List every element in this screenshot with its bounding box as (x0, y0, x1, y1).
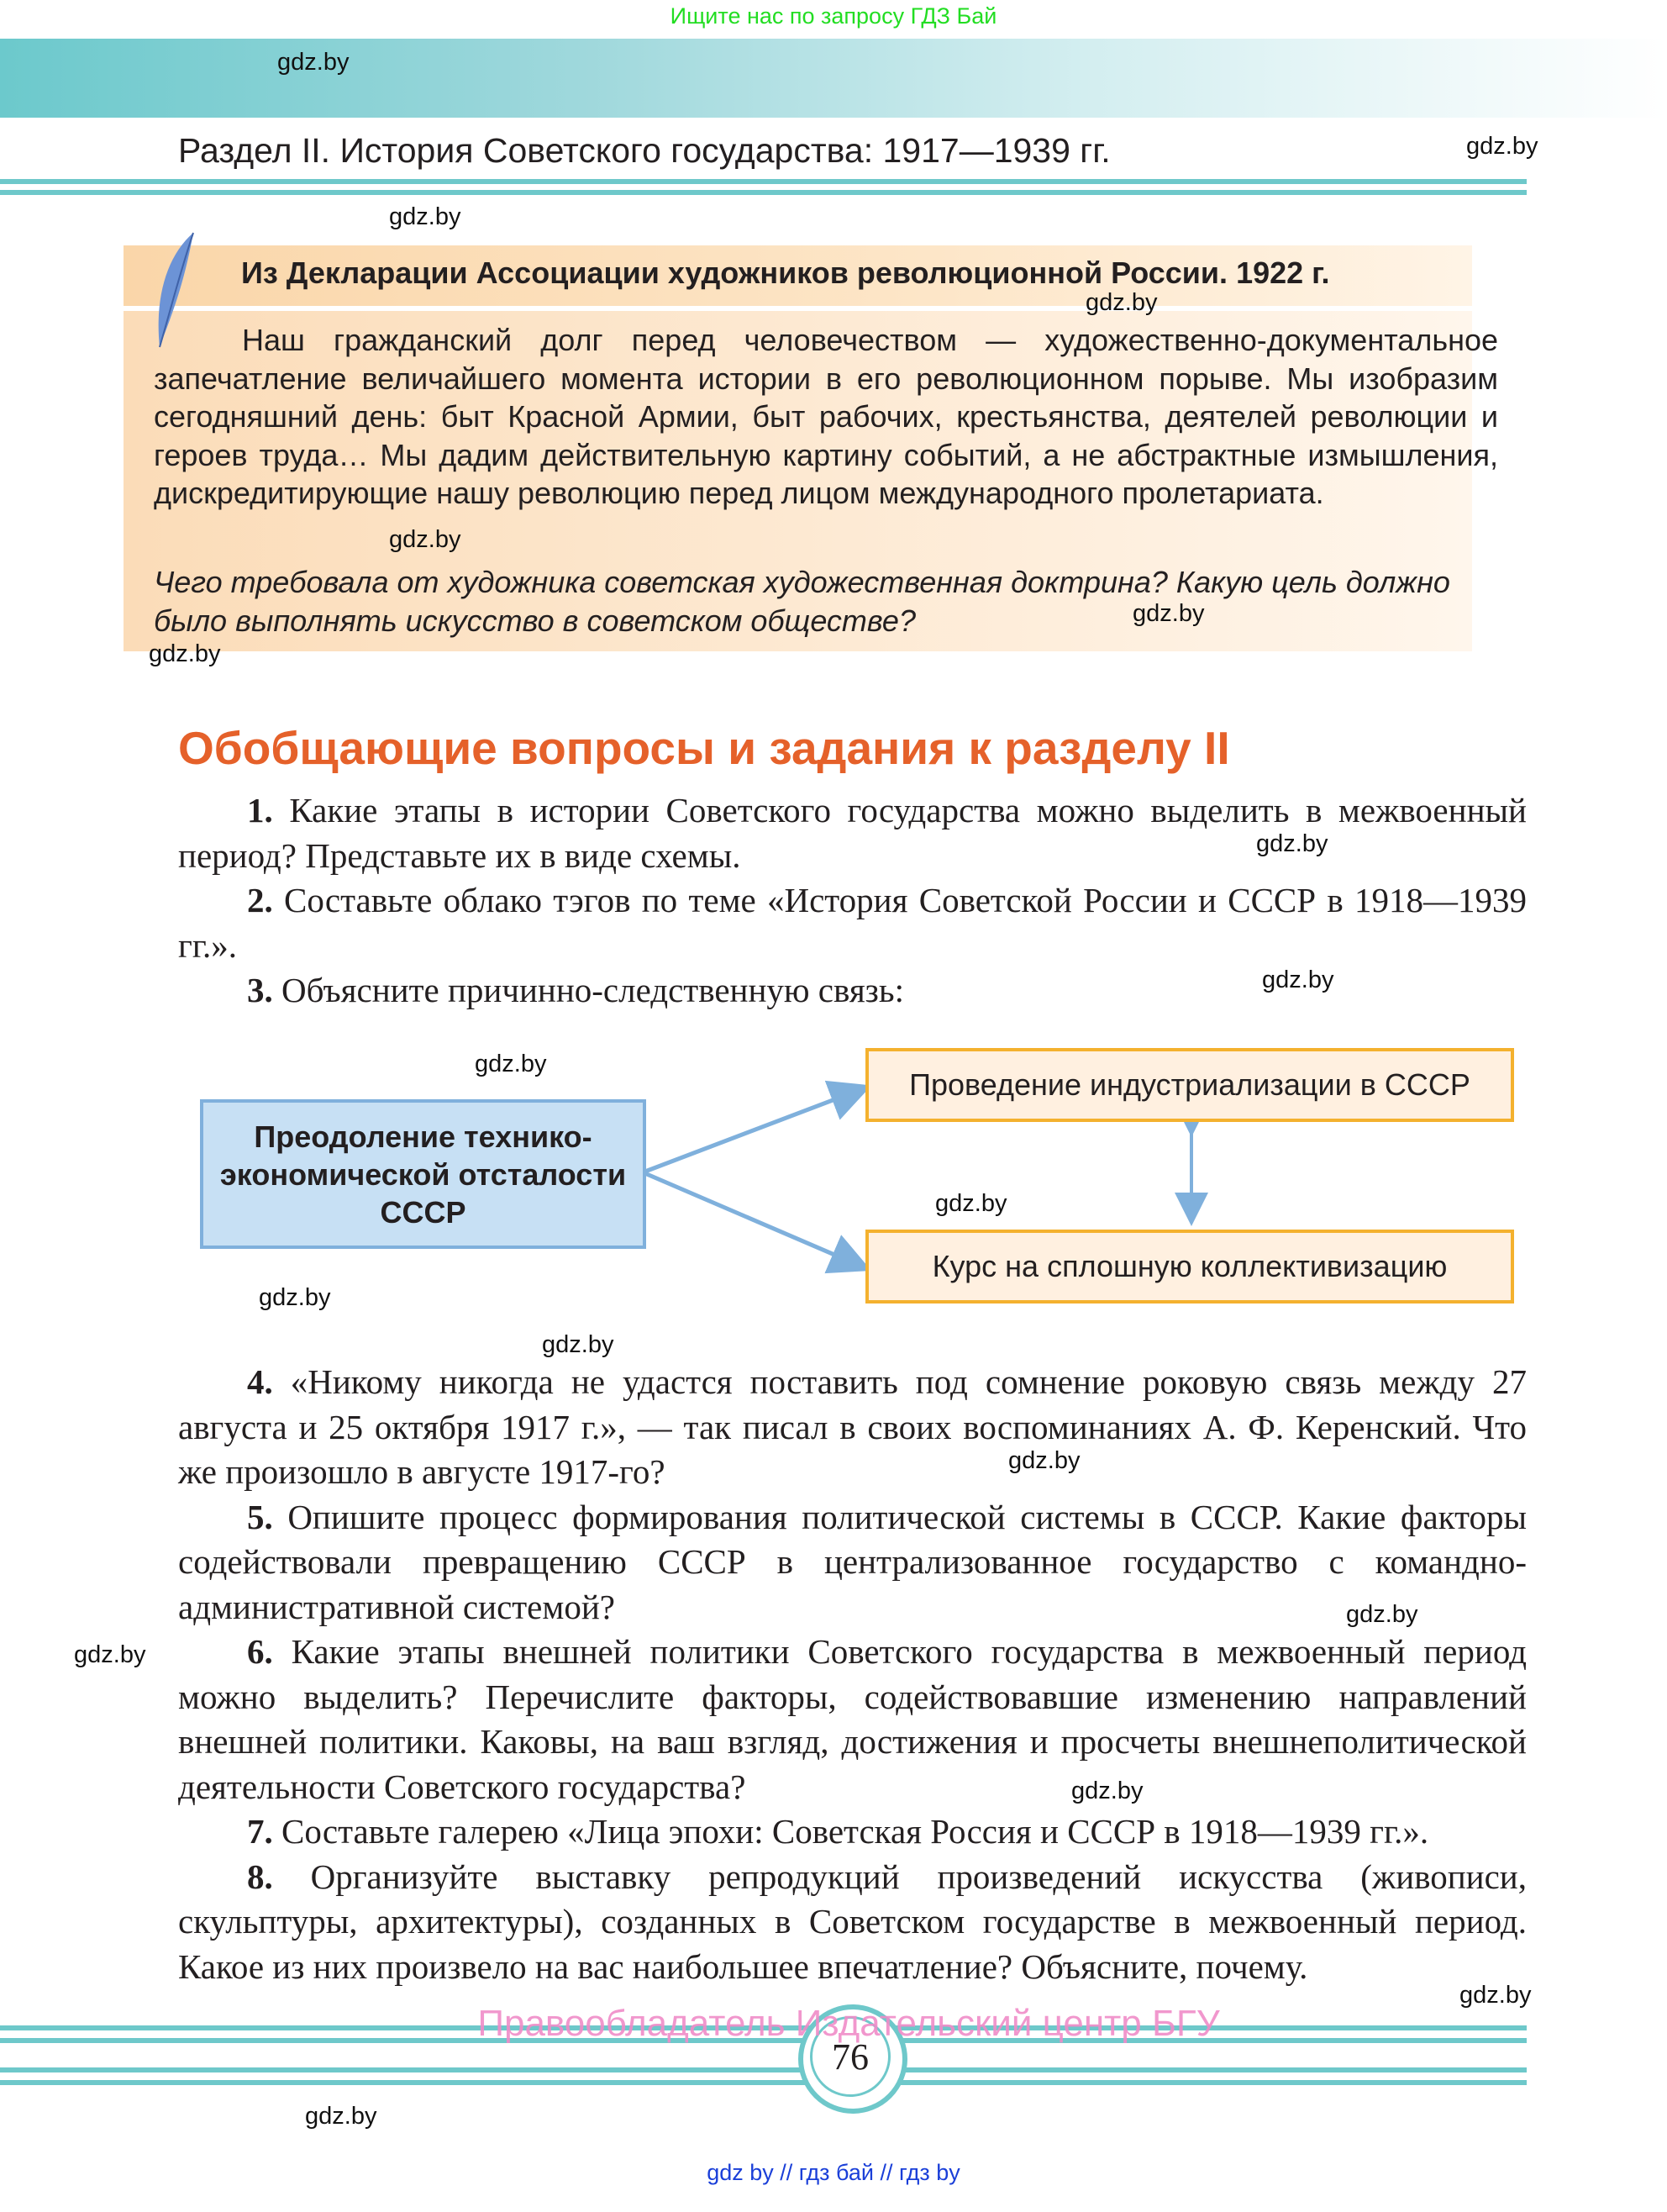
watermark: gdz.by (277, 49, 350, 76)
copyright-watermark: Правообладатель Издательский центр БГУ (477, 2003, 1220, 2044)
questions-list-part2 (178, 1360, 1527, 1989)
watermark: gdz.by (475, 1051, 547, 1077)
section-title: Раздел II. История Советского государства: 1917—1939 гг. (178, 131, 1111, 170)
page-number: 76 (810, 2016, 891, 2097)
watermark: gdz.by (305, 2103, 377, 2130)
search-hint: Ищите нас по запросу ГДЗ Бай (670, 3, 997, 29)
watermark: gdz.by (1262, 966, 1334, 993)
question-item: 4. «Никому никогда не удастся поставить под сомнение роковую связь между 27 августа и 25 октября 1917 г.», — так писал в своих воспоминаниях А. Ф. Керенский. Что же произошло в августе 1917-го? (178, 1362, 1527, 1491)
question-item: 8. Организуйте выставку репродукций произведений искусства (живописи, скульптуры, архитектуры), созданных в Советском государстве в межвоенный период. Какое из них произвело на вас наибольшее впечатление? Объясните, почему. (178, 1856, 1527, 1986)
watermark: gdz.by (1466, 133, 1538, 160)
watermark: gdz.by (1459, 1982, 1532, 2009)
question-item: 7. Составьте галерею «Лица эпохи: Советская Россия и СССР в 1918—1939 гг.». (247, 1812, 1429, 1851)
footer-divider (0, 2067, 1527, 2072)
effect-industrialization: Проведение индустриализации в СССР (865, 1048, 1514, 1122)
watermark: gdz.by (149, 640, 221, 667)
question-item: 2. Составьте облако тэгов по теме «История Советской России и СССР в 1918—1939 гг.». (178, 881, 1527, 965)
arrow-to-industrialization (643, 1088, 864, 1172)
watermark: gdz.by (1071, 1778, 1144, 1804)
cause-box: Преодоление технико-экономической отсталости СССР (200, 1099, 646, 1249)
watermark: gdz.by (389, 526, 461, 553)
watermark: gdz.by (542, 1331, 614, 1358)
quote-body: Наш гражданский долг перед человечеством — художественно-документальное запечатление величайшего момента истории в его революционном порыве. Мы изобразим сегодняшний день: быт Красной Армии, быт рабочих, крестьянства, деятелей революции и героев труда… Мы дадим действительную картину событий, а не абстрактные измышления, дискредитирующие нашу революцию перед лицом международного пролетариата. (154, 323, 1498, 510)
arrow-to-collectivization (643, 1172, 864, 1267)
watermark: gdz.by (1133, 600, 1205, 627)
watermark: gdz.by (1256, 830, 1328, 857)
question-item: 1. Какие этапы в истории Советского государства можно выделить в межвоенный период? Представьте их в виде схемы. (178, 791, 1527, 875)
watermark: gdz.by (74, 1641, 146, 1668)
quote-question: Чего требовала от художника советская художественная доктрина? Какую цель должно было выполнять искусство в советском обществе? (154, 565, 1450, 638)
question-item: 6. Какие этапы внешней политики Советского государства в межвоенный период можно выделить? Перечислите факторы, содействовавшие изменению направлений внешней политики. Каковы, на ваш взгляд, достижения и просчеты внешнеполитической деятельности Советского государства? (178, 1632, 1527, 1806)
bottom-links[interactable]: gdz by // гдз бай // гдз by (707, 2160, 960, 2185)
question-item: 3. Объясните причинно-следственную связь: (247, 971, 904, 1009)
watermark: gdz.by (1086, 289, 1158, 316)
watermark: gdz.by (1008, 1447, 1081, 1474)
section-heading: Обобщающие вопросы и задания к разделу II (178, 722, 1230, 774)
question-item: 5. Опишите процесс формирования политической системы в СССР. Какие факторы содействовали превращению СССР в централизованное государство с командно-административной системой? (178, 1497, 1527, 1626)
footer-divider (0, 2080, 1527, 2085)
watermark: gdz.by (935, 1190, 1007, 1217)
watermark: gdz.by (1346, 1601, 1418, 1628)
watermark: gdz.by (389, 203, 461, 230)
quote-title: Из Декларации Ассоциации художников революционной России. 1922 г. (241, 255, 1330, 290)
effect-collectivization: Курс на сплошную коллективизацию (865, 1230, 1514, 1304)
watermark: gdz.by (259, 1284, 331, 1311)
